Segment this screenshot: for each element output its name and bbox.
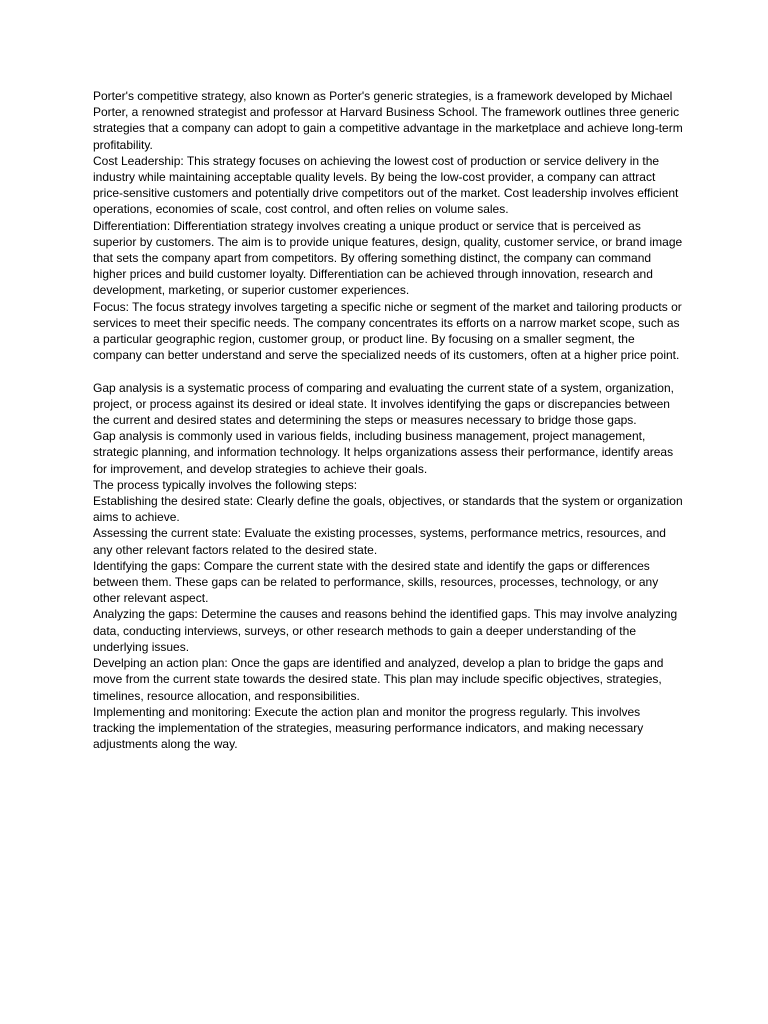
process-steps-lead-paragraph: The process typically involves the following steps: [93, 477, 358, 492]
focus-paragraph: Focus: The focus strategy involves targeting a specific niche or segment of the market and tailoring products or services to meet their specific needs. The company concentrates its efforts on a narrow market scope, such as a particular geographic region, customer group, or product line. By focusing on a smaller segment, the company can better understand and serve the specialized needs of its customers, often at a higher price point. [93, 299, 682, 363]
cost-leadership-paragraph: Cost Leadership: This strategy focuses on achieving the lowest cost of production or service delivery in the industry while maintaining acceptable quality levels. By being the low-cost provider, a company can attract price-sensitive customers and potentially drive competitors out of the market. Cost leadership involves efficient operations, economies of scale, cost control, and often relies on volume sales. [93, 153, 679, 217]
document-body [93, 88, 683, 752]
porter-strategy-section [93, 88, 683, 363]
desired-state-paragraph: Establishing the desired state: Clearly define the goals, objectives, or standards that the system or organization aims to achieve. [93, 494, 683, 525]
current-state-paragraph: Assessing the current state: Evaluate the existing processes, systems, performance metrics, resources, and any other relevant factors related to the desired state. [93, 526, 666, 557]
porter-intro-paragraph: Porter's competitive strategy, also known as Porter's generic strategies, is a framework developed by Michael Porter, a renowned strategist and professor at Harvard Business School. The framework outlines three generic strategies that a company can adopt to gain a competitive advantage in the marketplace and achieve long-term profitability. [93, 89, 683, 152]
section-spacer [93, 363, 683, 379]
gap-analysis-intro-paragraph: Gap analysis is a systematic process of comparing and evaluating the current state of a system, organization, project, or process against its desired or ideal state. It involves identifying the gaps or discrepancies between the current and desired states and determining the steps or measures necessary to bridge those gaps. [93, 380, 674, 428]
analyzing-gaps-paragraph: Analyzing the gaps: Determine the causes and reasons behind the identified gaps. This may involve analyzing data, conducting interviews, surveys, or other research methods to gain a deeper understanding of the underlying issues. [93, 607, 678, 654]
identifying-gaps-paragraph: Identifying the gaps: Compare the current state with the desired state and identify the gaps or differences between them. These gaps can be related to performance, skills, resources, processes, technology, or any other relevant aspect. [93, 558, 659, 606]
implementing-monitoring-paragraph: Implementing and monitoring: Execute the action plan and monitor the progress regularly. This involves tracking the implementation of the strategies, measuring performance indicators, and making necessary adjustments along the way. [93, 704, 644, 752]
action-plan-paragraph: Develping an action plan: Once the gaps are identified and analyzed, develop a plan to bridge the gaps and move from the current state towards the desired state. This plan may include specific objectives, strategies, timelines, resource allocation, and responsibilities. [93, 656, 664, 703]
gap-analysis-usage-paragraph: Gap analysis is commonly used in various fields, including business management, project management, strategic planning, and information technology. It helps organizations assess their performance, identify areas for improvement, and develop strategies to achieve their goals. [93, 429, 674, 476]
gap-analysis-section [93, 380, 683, 753]
differentiation-paragraph: Differentiation: Differentiation strategy involves creating a unique product or service that is perceived as superior by customers. The aim is to provide unique features, design, quality, customer service, or brand image that sets the company apart from competitors. By offering something distinct, the company can command higher prices and build customer loyalty. Differentiation can be achieved through innovation, research and development, marketing, or superior customer experiences. [93, 218, 683, 298]
